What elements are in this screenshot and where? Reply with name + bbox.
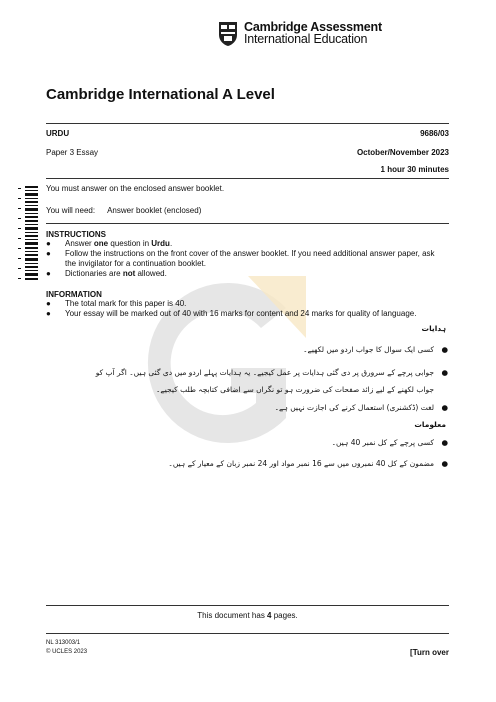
urdu-information-item: ● کسی پرچے کے کل نمبر 40 ہیں۔ (331, 438, 448, 447)
information-item: ● The total mark for this paper is 40. (46, 299, 187, 308)
bullet: ● (441, 345, 448, 354)
bullet: ● (46, 249, 51, 258)
bullet: ● (441, 368, 448, 377)
bullet: ● (441, 438, 448, 447)
bullet: ● (441, 403, 448, 412)
urdu-instruction-item: ● لغت (ڈکشنری) استعمال کرنے کی اجازت نہیں ہے۔ (274, 403, 448, 412)
instruction-item: ● Dictionaries are not allowed. (46, 269, 167, 278)
bullet: ● (46, 299, 51, 308)
subject: URDU (46, 129, 70, 138)
information-heading: INFORMATION (46, 290, 102, 299)
need-label: You will need: (46, 206, 96, 215)
page-count: This document has 4 pages. (197, 611, 298, 620)
instruction-item: ● Answer one question in Urdu. (46, 239, 173, 248)
duration: 1 hour 30 minutes (380, 165, 449, 174)
bullet: ● (46, 269, 51, 278)
bullet: ● (46, 309, 51, 318)
bullet: ● (441, 459, 448, 468)
copyright: © UCLES 2023 (46, 649, 88, 655)
paper-reference: NL 313003/1 (46, 640, 81, 646)
watermark-logo (136, 268, 306, 458)
bullet: ● (46, 239, 51, 248)
logo-line1: Cambridge Assessment (244, 20, 382, 34)
divider (46, 223, 449, 224)
paper-name: Paper 3 Essay (46, 148, 99, 157)
instruction-item: ● Follow the instructions on the front cover of the answer booklet. If you need additional answer paper, ask the invigilator for a continuation booklet. (46, 249, 435, 268)
urdu-instructions-heading: ہدایات (421, 324, 446, 333)
syllabus-code: 9686/03 (420, 129, 449, 138)
need-value: Answer booklet (enclosed) (107, 206, 202, 215)
answer-note: You must answer on the enclosed answer booklet. (46, 184, 225, 193)
urdu-instruction-item: ● جوابی پرچے کے سرورق پر دی گئی ہدایات پر عمل کیجیے۔ یہ ہدایات پہلے اردو میں دی گئی ہیں۔ اگر آپ کو جواب لکھنے کے لیے زائد صفحات کی ضرورت ہو تو نگراں سے اضافی کتابچہ طلب کیجیے۔ (88, 364, 448, 398)
instructions-heading: INSTRUCTIONS (46, 230, 106, 239)
turn-over: [Turn over (410, 648, 449, 657)
cambridge-logo (218, 21, 382, 47)
divider (46, 123, 449, 124)
materials-needed (46, 206, 201, 215)
divider (46, 178, 449, 179)
qualification-title: Cambridge International A Level (46, 86, 275, 103)
urdu-information-heading: معلومات (414, 420, 446, 429)
shield-icon (218, 21, 238, 47)
divider (46, 633, 449, 634)
barcode (18, 186, 38, 282)
information-item: ● Your essay will be marked out of 40 with 16 marks for content and 24 marks for quality of language. (46, 309, 417, 318)
divider (46, 605, 449, 606)
logo-line2: International Education (244, 32, 368, 46)
urdu-information-item: ● مضمون کے کل 40 نمبروں میں سے 16 نمبر مواد اور 24 نمبر زبان کے معیار کے ہیں۔ (168, 459, 448, 468)
exam-session: October/November 2023 (356, 148, 449, 157)
urdu-instruction-item: ● کسی ایک سوال کا جواب اردو میں لکھیے۔ (303, 345, 448, 354)
